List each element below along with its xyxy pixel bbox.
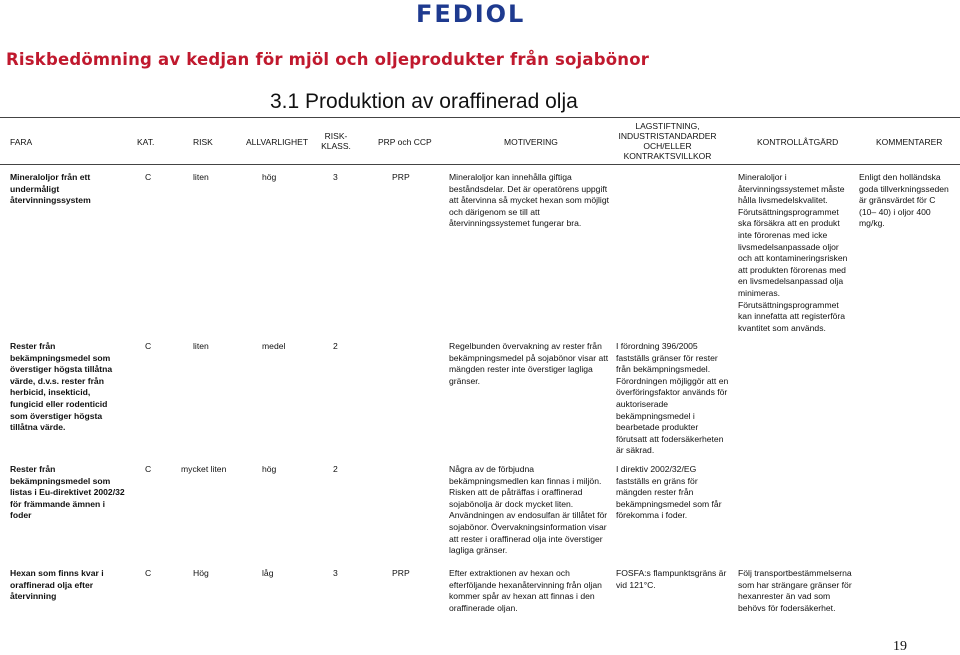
- header-prp: PRP och CCP: [378, 137, 432, 147]
- row2-motivering: Regelbunden övervakning av rester från bekämpningsmedel på sojabönor visar att mängden rester inte överstiger lagliga gränser.: [449, 341, 609, 386]
- header-bottom-border: [0, 164, 960, 165]
- row4-fara: Hexan som finns kvar i oraffinerad olja efter återvinning: [10, 568, 104, 602]
- row1-kat: C: [145, 172, 152, 182]
- row4-riskklass: 3: [333, 568, 338, 578]
- row2-kat: C: [145, 341, 152, 351]
- page-number: 19: [893, 639, 907, 654]
- section-title: 3.1 Produktion av oraffinerad olja: [270, 90, 578, 113]
- row3-lagstiftning: I direktiv 2002/32/EG fastställs en gräns för mängden rester från bekämpningsmedel som får förekomma i foder.: [616, 464, 722, 521]
- row4-allvarlighet: låg: [262, 568, 274, 578]
- row2-allvarlighet: medel: [262, 341, 286, 351]
- document-title: Riskbedömning av kedjan för mjöl och oljeprodukter från sojabönor: [6, 50, 650, 69]
- header-fara: FARA: [10, 137, 33, 147]
- row2-fara: Rester från bekämpningsmedel som överstiger högsta tillåtna värde, d.v.s. rester från herbicid, insekticid, fungicid eller rodenticid som överstiger högsta tillåtna värde.: [10, 341, 113, 433]
- fediol-logo: FEDIOL: [416, 0, 526, 28]
- row4-kat: C: [145, 568, 152, 578]
- row2-riskklass: 2: [333, 341, 338, 351]
- row1-kommentarer: Enligt den holländska goda tillverkningsseden är gränsvärdet för C (10– 40) i oljor 400 mg/kg.: [859, 172, 949, 229]
- row4-risk: Hög: [193, 568, 209, 578]
- header-lagstiftning: LAGSTIFTNING, INDUSTRISTANDARDER OCH/ELLER KONTRAKTSVILLKOR: [618, 121, 717, 161]
- row1-kontroll: Mineraloljor i återvinningssystemet måste hålla livsmedelskvalitet. Förutsättningsprogrammet ska försäkra att en produkt inte förorenas med icke livsmedelsanpassade oljor och att kontamineringsrisken att produkten förorenas med en livsmedelsanpassad olja minimeras. Förutsättningsprogrammet kan innefatta att registerföra kvantitet som används.: [738, 172, 848, 333]
- row1-riskklass: 3: [333, 172, 338, 182]
- header-allvarlighet: ALLVARLIGHET: [246, 137, 309, 147]
- table-top-border: [0, 117, 960, 118]
- row4-prp: PRP: [392, 568, 410, 578]
- header-kommentarer: KOMMENTARER: [876, 137, 943, 147]
- header-motivering: MOTIVERING: [504, 137, 558, 147]
- row1-prp: PRP: [392, 172, 410, 182]
- row4-motivering: Efter extraktionen av hexan och efterföljande hexanåtervinning från oljan kommer spår av hexan att finnas i den oraffinerade oljan.: [449, 568, 602, 613]
- header-kat: KAT.: [137, 137, 155, 147]
- row3-risk: mycket liten: [181, 464, 227, 474]
- header-riskklass: RISK- KLASS.: [321, 131, 351, 151]
- header-kontroll: KONTROLLÅTGÄRD: [757, 137, 839, 147]
- row1-risk: liten: [193, 172, 209, 182]
- row3-motivering: Några av de förbjudna bekämpningsmedlen kan finnas i miljön. Risken att de påträffas i oraffinerad sojabönolja är dock mycket liten. Användningen av endosulfan är tillåtet för sojabönor. Övervakningsinformation visar att rester i oraffinerad olja inte överstiger lagliga gränser.: [449, 464, 608, 556]
- row3-riskklass: 2: [333, 464, 338, 474]
- row3-allvarlighet: hög: [262, 464, 277, 474]
- row2-risk: liten: [193, 341, 209, 351]
- row1-allvarlighet: hög: [262, 172, 277, 182]
- row1-motivering: Mineraloljor kan innehålla giftiga beståndsdelar. Det är operatörens uppgift att återvinna så mycket hexan som möjligt och därigenom se till att återvinningssystemet fungerar bra.: [449, 172, 610, 229]
- row4-kontroll: Följ transportbestämmelserna som har strängare gränser för hexanrester än vad som behövs för fodersäkerhet.: [738, 568, 852, 613]
- row3-fara: Rester från bekämpningsmedel som listas i Eu-direktivet 2002/32 för främmande ämnen i foder: [10, 464, 125, 521]
- row1-fara: Mineraloljor från ett undermåligt återvinningssystem: [10, 172, 91, 206]
- header-risk: RISK: [193, 137, 213, 147]
- row2-lagstiftning: I förordning 396/2005 fastställs gränser för rester från bekämpningsmedel. Förordningen möjliggör att en överföringsfaktor används för auktoriserade bekämpningsmedel i bearbetade produkter förutsatt att fodersäkerheten är säkrad.: [616, 341, 729, 456]
- row4-lagstiftning: FOSFA:s flampunktsgräns är vid 121°C.: [616, 568, 727, 590]
- row3-kat: C: [145, 464, 152, 474]
